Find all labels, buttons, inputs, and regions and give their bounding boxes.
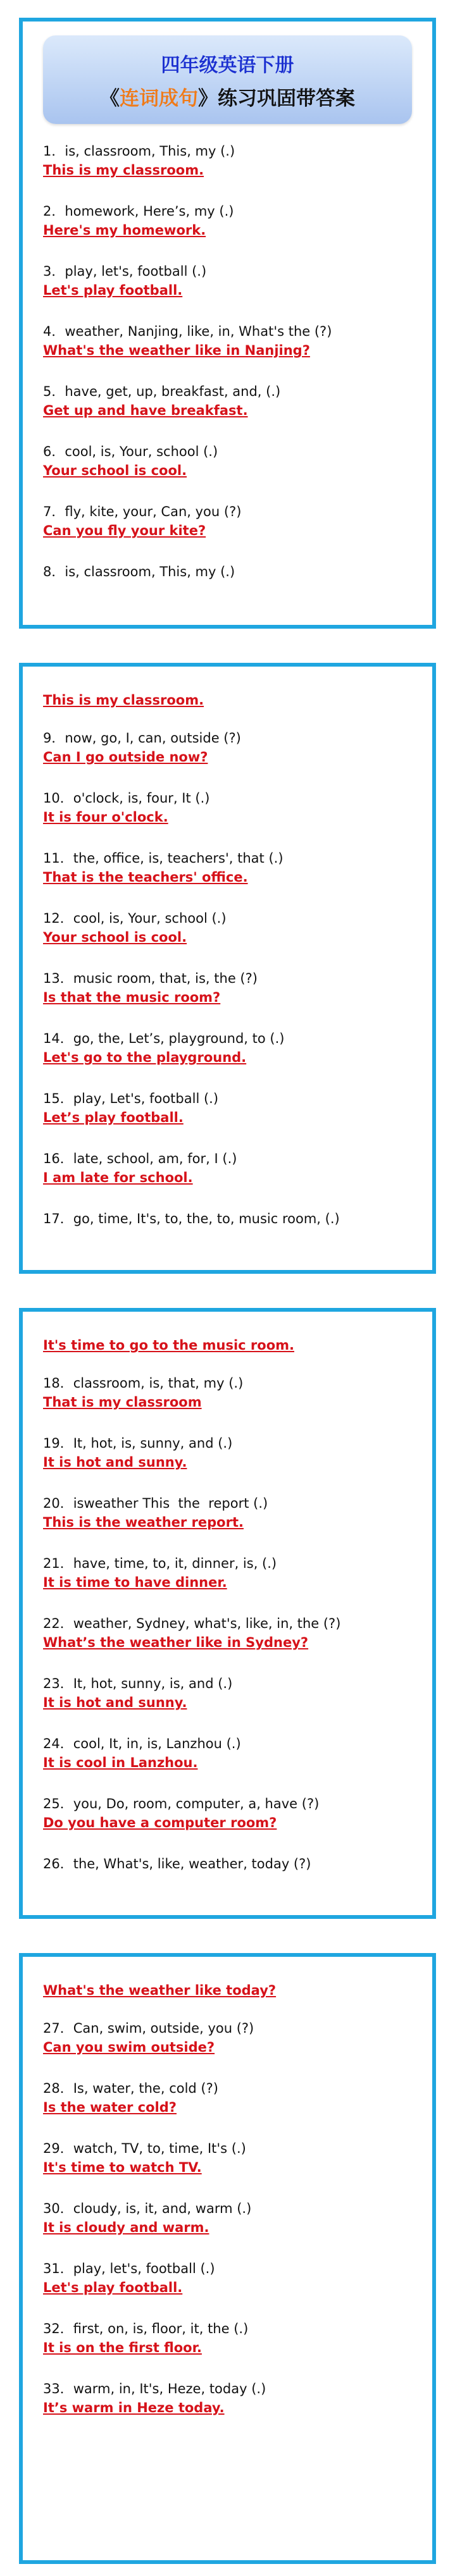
exercise-item xyxy=(43,502,420,562)
question-text: 25．you, Do, room, computer, a, have (?) xyxy=(43,1796,320,1811)
answer-text: It is hot and sunny. xyxy=(43,1695,187,1710)
question-text: 11．the, office, is, teachers', that (.) xyxy=(43,851,284,866)
exercise-item xyxy=(43,2199,420,2259)
exercise-item xyxy=(43,729,420,789)
carryover-answer-text: What's the weather like today? xyxy=(43,1983,277,1998)
exercise-item xyxy=(43,969,420,1029)
exercise-item xyxy=(43,562,420,622)
exercise-item xyxy=(43,1674,420,1734)
worksheet-card-1 xyxy=(19,18,436,629)
answer-text: What’s the weather like in Sydney? xyxy=(43,1635,309,1650)
answer-text: Get up and have breakfast. xyxy=(43,403,248,418)
question-text: 1．is, classroom, This, my (.) xyxy=(43,144,235,159)
question-text: 10．o'clock, is, four, It (.) xyxy=(43,791,210,806)
exercise-item xyxy=(43,1374,420,1434)
answer-text: Is that the music room? xyxy=(43,990,221,1005)
carryover-answer-text: This is my classroom. xyxy=(43,693,204,708)
question-text: 32．first, on, is, floor, it, the (.) xyxy=(43,2321,249,2336)
question-text: 8．is, classroom, This, my (.) xyxy=(43,564,235,579)
question-text: 28．Is, water, the, cold (?) xyxy=(43,2081,218,2096)
question-text: 33．warm, in, It's, Heze, today (.) xyxy=(43,2381,266,2396)
question-text: 13．music room, that, is, the (?) xyxy=(43,971,258,986)
page-subtitle xyxy=(43,82,412,111)
exercise-item xyxy=(43,2319,420,2379)
question-text: 23．It, hot, sunny, is, and (.) xyxy=(43,1676,233,1691)
exercise-item xyxy=(43,1494,420,1554)
question-text: 5．have, get, up, breakfast, and, (.) xyxy=(43,384,281,399)
exercise-item xyxy=(43,1029,420,1089)
answer-text: Let’s play football. xyxy=(43,1110,184,1125)
question-text: 24．cool, It, in, is, Lanzhou (.) xyxy=(43,1736,241,1751)
page-title: 四年级英语下册 xyxy=(161,54,294,77)
question-text: 20．isweather This the report (.) xyxy=(43,1496,268,1511)
answer-text: What's the weather like in Nanjing? xyxy=(43,343,310,358)
exercise-list xyxy=(43,691,420,1269)
question-text: 31．play, let's, football (.) xyxy=(43,2261,215,2276)
exercise-item xyxy=(43,2079,420,2139)
exercise-item xyxy=(43,1854,420,1914)
question-text: 12．cool, is, Your, school (.) xyxy=(43,911,227,926)
exercise-item xyxy=(43,202,420,262)
worksheet-card-3 xyxy=(19,1308,436,1919)
question-text: 6．cool, is, Your, school (.) xyxy=(43,444,218,459)
exercise-item xyxy=(43,2259,420,2319)
question-text: 16．late, school, am, for, I (.) xyxy=(43,1151,237,1166)
subtitle-open-bracket: 《 xyxy=(100,87,120,110)
exercise-item xyxy=(43,2379,420,2439)
subtitle-highlight: 连词成句 xyxy=(120,87,198,110)
answer-text: It is cool in Lanzhou. xyxy=(43,1755,198,1770)
question-text: 2．homework, Here’s, my (.) xyxy=(43,204,234,219)
answer-text: It's time to watch TV. xyxy=(43,2160,202,2175)
question-text: 27．Can, swim, outside, you (?) xyxy=(43,2021,254,2036)
question-text: 29．watch, TV, to, time, It's (.) xyxy=(43,2141,246,2156)
exercise-item xyxy=(43,1434,420,1494)
exercise-item xyxy=(43,382,420,442)
exercise-item xyxy=(43,909,420,969)
exercise-item xyxy=(43,442,420,502)
question-text: 19．It, hot, is, sunny, and (.) xyxy=(43,1436,233,1451)
question-text: 15．play, Let's, football (.) xyxy=(43,1091,219,1106)
question-text: 4．weather, Nanjing, like, in, What's the (?) xyxy=(43,324,332,339)
exercise-item xyxy=(43,1554,420,1614)
answer-text: It is hot and sunny. xyxy=(43,1455,187,1470)
exercise-item xyxy=(43,2019,420,2079)
exercise-item xyxy=(43,1209,420,1269)
answer-text: Let's go to the playground. xyxy=(43,1050,247,1065)
answer-text: Can you swim outside? xyxy=(43,2040,215,2055)
worksheet-card-2 xyxy=(19,663,436,1274)
question-text: 17．go, time, It's, to, the, to, music room, (.) xyxy=(43,1211,340,1226)
answer-text: It is four o'clock. xyxy=(43,810,168,825)
question-text: 21．have, time, to, it, dinner, is, (.) xyxy=(43,1556,277,1571)
answer-text: It is cloudy and warm. xyxy=(43,2220,209,2235)
subtitle-rest: 》练习巩固带答案 xyxy=(198,87,355,110)
answer-text: Your school is cool. xyxy=(43,930,187,945)
answer-text: It’s warm in Heze today. xyxy=(43,2400,225,2415)
carryover-answer-text: It's time to go to the music room. xyxy=(43,1338,294,1353)
answer-text: Is the water cold? xyxy=(43,2100,177,2115)
answer-text: Let's play football. xyxy=(43,283,183,298)
exercise-item xyxy=(43,262,420,322)
exercise-list xyxy=(43,142,420,622)
answer-text: It is time to have dinner. xyxy=(43,1575,227,1590)
answer-text: I am late for school. xyxy=(43,1170,193,1185)
answer-text: It is on the first floor. xyxy=(43,2340,202,2355)
answer-text: Can you fly your kite? xyxy=(43,523,206,538)
answer-text: Do you have a computer room? xyxy=(43,1815,277,1830)
exercise-list xyxy=(43,1981,420,2439)
exercise-item xyxy=(43,322,420,382)
exercise-item xyxy=(43,142,420,202)
exercise-item xyxy=(43,849,420,909)
answer-text: That is my classroom xyxy=(43,1395,202,1410)
exercise-item xyxy=(43,1794,420,1854)
exercise-item xyxy=(43,2139,420,2199)
exercise-item xyxy=(43,1149,420,1209)
question-text: 18．classroom, is, that, my (.) xyxy=(43,1376,244,1391)
worksheet-card-4 xyxy=(19,1953,436,2564)
answer-text: Your school is cool. xyxy=(43,463,187,478)
question-text: 7．fly, kite, your, Can, you (?) xyxy=(43,504,242,519)
answer-text: That is the teachers' office. xyxy=(43,870,248,885)
answer-text: Let's play football. xyxy=(43,2280,183,2295)
answer-text: This is the weather report. xyxy=(43,1515,244,1530)
exercise-list xyxy=(43,1336,420,1914)
question-text: 9．now, go, I, can, outside (?) xyxy=(43,730,241,746)
exercise-item xyxy=(43,1614,420,1674)
exercise-item xyxy=(43,1089,420,1149)
exercise-item xyxy=(43,1734,420,1794)
exercise-item xyxy=(43,789,420,849)
question-text: 22．weather, Sydney, what's, like, in, the (?) xyxy=(43,1616,341,1631)
answer-text: Here's my homework. xyxy=(43,223,206,238)
answer-text: This is my classroom. xyxy=(43,163,204,178)
question-text: 30．cloudy, is, it, and, warm (.) xyxy=(43,2201,252,2216)
title-banner xyxy=(43,35,412,124)
question-text: 26．the, What's, like, weather, today (?) xyxy=(43,1856,311,1871)
question-text: 3．play, let's, football (.) xyxy=(43,264,207,279)
answer-text: Can I go outside now? xyxy=(43,749,208,765)
question-text: 14．go, the, Let’s, playground, to (.) xyxy=(43,1031,285,1046)
